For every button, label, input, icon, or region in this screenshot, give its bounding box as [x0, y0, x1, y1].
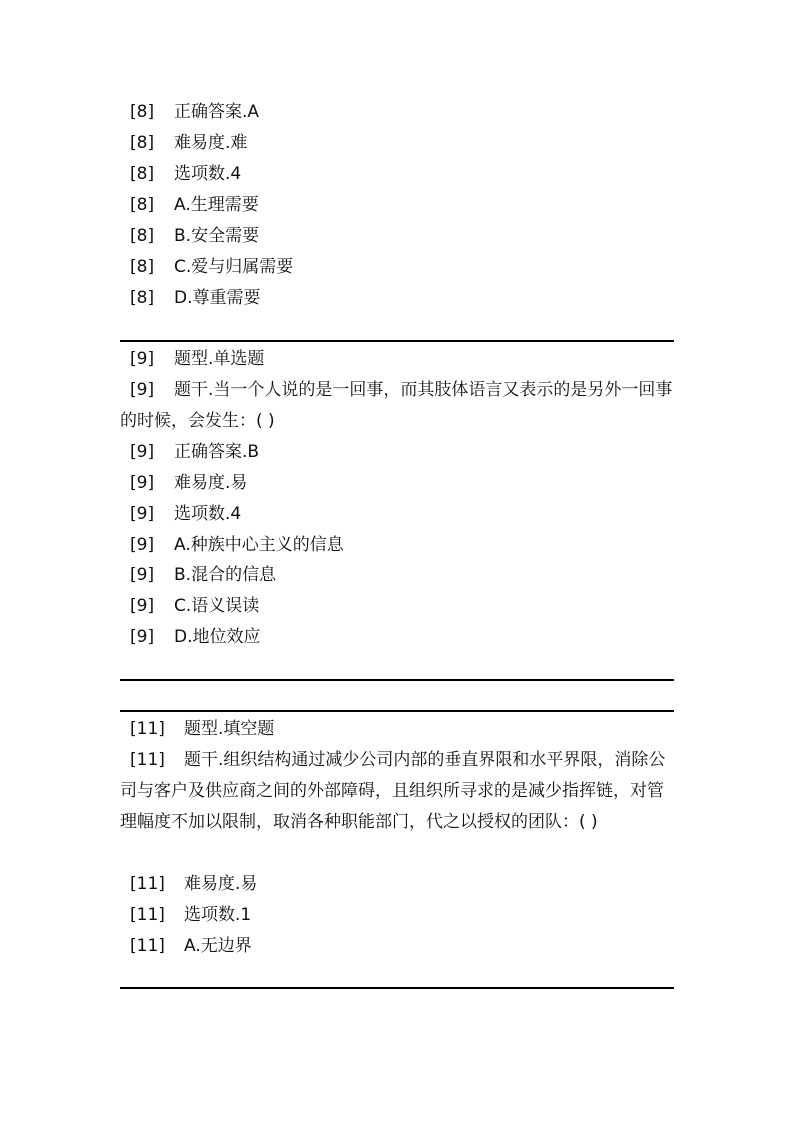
section-divider	[120, 679, 674, 681]
question-number: [11]	[130, 936, 165, 956]
question-number: [11]	[130, 874, 165, 894]
q8-option-b-line	[120, 221, 680, 252]
question-number: [11]	[130, 905, 165, 925]
q8-answer-line	[120, 97, 680, 128]
q9-option-count-line	[120, 499, 680, 530]
question-number: [9]	[130, 380, 155, 400]
q11-stem: 题干.组织结构通过减少公司内部的垂直界限和水平界限，消除公司与客户及供应商之间的外部障碍，且组织所寻求的是减少指挥链，对管理幅度不加以限制，取消各种职能部门，代之以授权的团队：( )	[120, 750, 666, 832]
q9-answer-line	[120, 437, 680, 468]
q9-type-line	[120, 344, 680, 375]
question-number: [11]	[130, 719, 165, 739]
q9-option-a: A.种族中心主义的信息	[174, 535, 344, 555]
q8-difficulty: 难易度.难	[174, 133, 248, 153]
q9-difficulty-line	[120, 468, 680, 499]
question-number: [9]	[130, 535, 155, 555]
question-number: [9]	[130, 473, 155, 493]
question-number: [8]	[130, 226, 155, 246]
q8-difficulty-line	[120, 128, 680, 159]
section-divider	[120, 710, 674, 712]
question-number: [8]	[130, 164, 155, 184]
q11-type: 题型.填空题	[184, 719, 275, 739]
q8-option-d-line	[120, 283, 680, 314]
q9-option-c: C.语义误读	[174, 596, 260, 616]
q9-option-c-line	[120, 591, 680, 622]
q9-stem-block	[120, 375, 676, 437]
q11-stem-block	[120, 745, 676, 838]
q11-option-count: 选项数.1	[184, 905, 252, 925]
q9-option-d: D.地位效应	[174, 627, 261, 647]
q11-option-a: A.无边界	[184, 936, 252, 956]
q8-option-b: B.安全需要	[174, 226, 260, 246]
q9-option-count: 选项数.4	[174, 504, 242, 524]
q11-difficulty: 难易度.易	[184, 874, 258, 894]
question-number: [8]	[130, 195, 155, 215]
q11-difficulty-line	[120, 869, 680, 900]
q8-option-count: 选项数.4	[174, 164, 242, 184]
question-number: [8]	[130, 257, 155, 277]
q9-option-d-line	[120, 622, 680, 653]
question-number: [11]	[130, 750, 165, 770]
q11-option-count-line	[120, 900, 680, 931]
q9-option-b: B.混合的信息	[174, 565, 277, 585]
section-divider	[120, 340, 674, 342]
q9-option-b-line	[120, 560, 680, 591]
q9-option-a-line	[120, 530, 680, 561]
question-number: [8]	[130, 102, 155, 122]
question-number: [9]	[130, 596, 155, 616]
q9-stem: 题干.当一个人说的是一回事，而其肢体语言又表示的是另外一回事的时候，会发生：( )	[120, 380, 673, 431]
q9-difficulty: 难易度.易	[174, 473, 248, 493]
question-number: [9]	[130, 565, 155, 585]
question-number: [8]	[130, 133, 155, 153]
q9-type: 题型.单选题	[174, 349, 265, 369]
q8-option-a: A.生理需要	[174, 195, 259, 215]
section-divider	[120, 987, 674, 989]
q9-answer: 正确答案.B	[174, 442, 260, 462]
question-number: [9]	[130, 504, 155, 524]
q8-option-a-line	[120, 190, 680, 221]
question-number: [9]	[130, 442, 155, 462]
q8-option-c-line	[120, 252, 680, 283]
q8-option-d: D.尊重需要	[174, 288, 261, 308]
q8-option-count-line	[120, 159, 680, 190]
question-number: [8]	[130, 288, 155, 308]
question-number: [9]	[130, 627, 155, 647]
q8-answer: 正确答案.A	[174, 102, 260, 122]
q11-option-a-line	[120, 931, 680, 962]
question-number: [9]	[130, 349, 155, 369]
q11-type-line	[120, 714, 680, 745]
q8-option-c: C.爱与归属需要	[174, 257, 294, 277]
